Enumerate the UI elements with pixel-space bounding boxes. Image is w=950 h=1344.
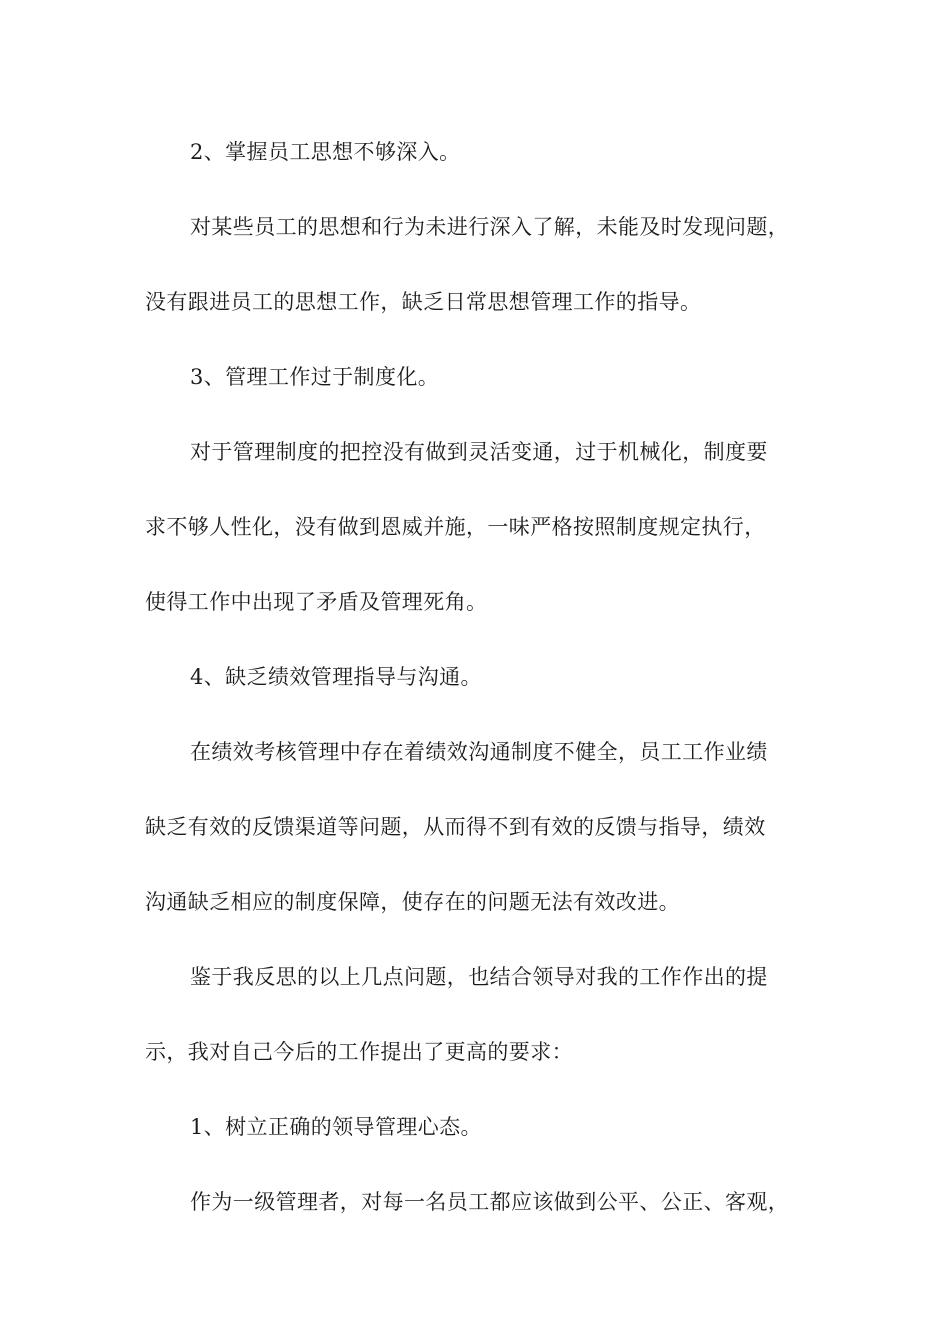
section-heading-3: 3、管理工作过于制度化。 [190, 365, 440, 389]
paragraph-line: 示，我对自己今后的工作提出了更高的要求： [145, 1040, 573, 1064]
paragraph-line: 在绩效考核管理中存在着绩效沟通制度不健全，员工工作业绩 [190, 740, 768, 764]
paragraph-line: 没有跟进员工的思想工作，缺乏日常思想管理工作的指导。 [145, 290, 702, 314]
section-heading-2: 2、掌握员工思想不够深入。 [190, 140, 461, 164]
paragraph-line: 对于管理制度的把控没有做到灵活变通，过于机械化，制度要 [190, 440, 768, 464]
section-heading-4: 4、缺乏绩效管理指导与沟通。 [190, 665, 482, 689]
paragraph-line: 作为一级管理者，对每一名员工都应该做到公平、公正、客观， [190, 1190, 790, 1214]
paragraph-line: 对某些员工的思想和行为未进行深入了解，未能及时发现问题， [190, 215, 790, 239]
section-heading-1: 1、树立正确的领导管理心态。 [190, 1115, 482, 1139]
paragraph-line: 鉴于我反思的以上几点问题，也结合领导对我的工作作出的提 [190, 965, 768, 989]
paragraph-line: 缺乏有效的反馈渠道等问题，从而得不到有效的反馈与指导，绩效 [145, 815, 766, 839]
paragraph-line: 求不够人性化，没有做到恩威并施，一味严格按照制度规定执行， [145, 515, 766, 539]
paragraph-line: 沟通缺乏相应的制度保障，使存在的问题无法有效改进。 [145, 890, 680, 914]
paragraph-line: 使得工作中出现了矛盾及管理死角。 [145, 590, 488, 614]
